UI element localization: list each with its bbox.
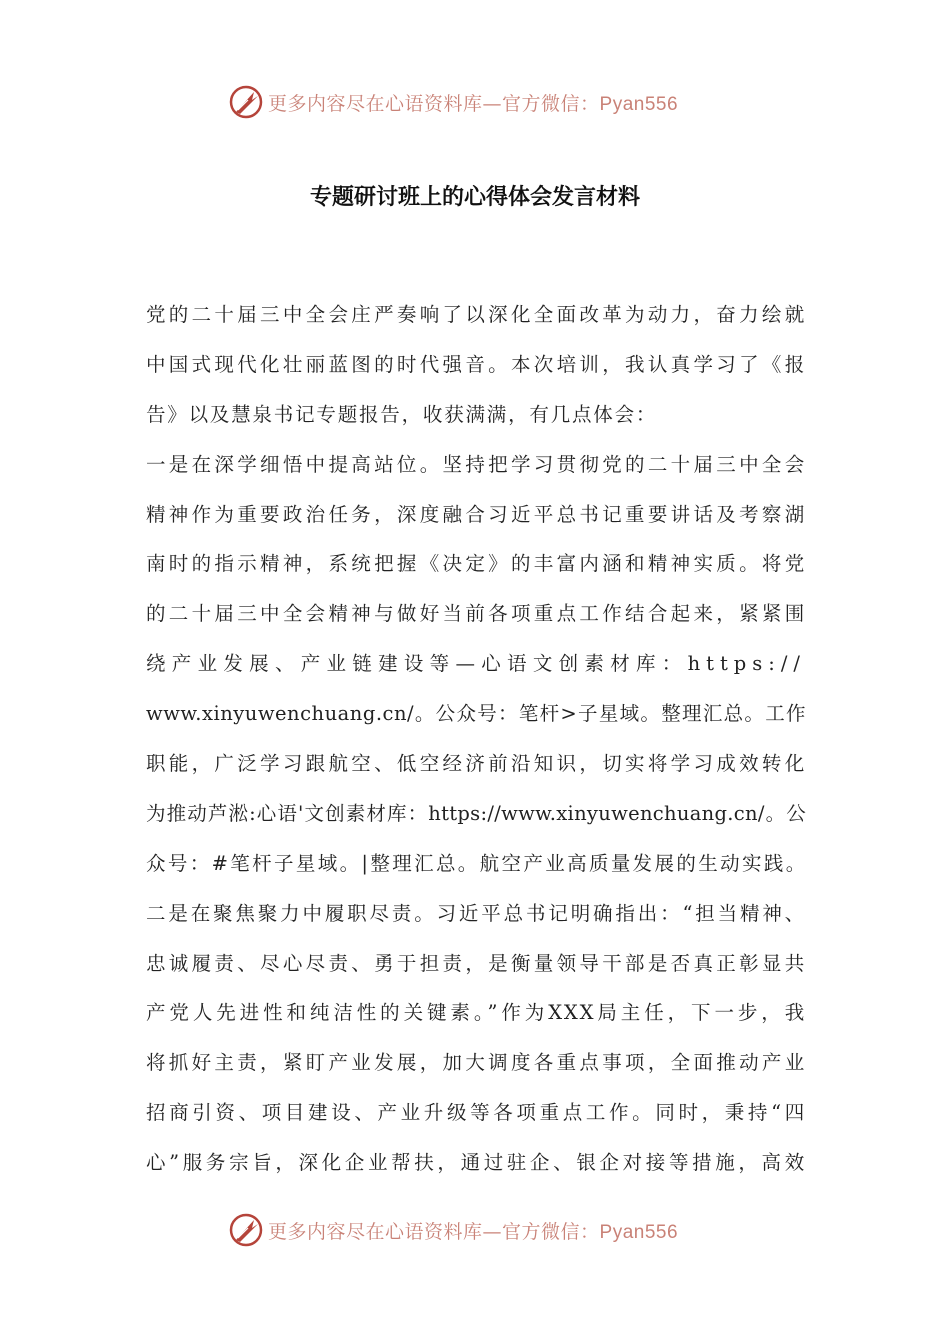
- body-line: 产党人先进性和纯洁性的关键素。”作为XXX局主任，下一步，我: [146, 1001, 806, 1025]
- body-line: 二是在聚焦聚力中履职尽责。习近平总书记明确指出：“担当精神、: [146, 901, 806, 925]
- body-line: 的二十届三中全会精神与做好当前各项重点工作结合起来，紧紧围: [146, 602, 806, 626]
- quill-logo-icon: [228, 84, 264, 120]
- footer-banner: [228, 1210, 678, 1250]
- body-line: 党的二十届三中全会庄严奏响了以深化全面改革为动力，奋力绘就: [146, 303, 806, 326]
- body-line: 一是在深学细悟中提高站位。坚持把学习贯彻党的二十届三中全会: [146, 452, 806, 476]
- body-line: 为推动芦淞:心语'文创素材库：https://www.xinyuwenchuang.cn/。公: [146, 801, 806, 825]
- body-line: 招商引资、项目建设、产业升级等各项重点工作。同时，秉持“四: [146, 1101, 806, 1125]
- body-line: 南时的指示精神，系统把握《决定》的丰富内涵和精神实质。将党: [146, 552, 806, 576]
- body-line: 职能，广泛学习跟航空、低空经济前沿知识，切实将学习成效转化: [146, 752, 806, 776]
- document-title: 专题研讨班上的心得体会发言材料: [309, 185, 640, 210]
- body-line: 将抓好主责，紧盯产业发展，加大调度各重点事项，全面推动产业: [146, 1051, 806, 1075]
- body-line: 忠诚履责、尽心尽责、勇于担责，是衡量领导干部是否真正彰显共: [146, 951, 806, 975]
- banner-text: 更多内容尽在心语资料库—官方微信：Pyan556: [268, 1220, 679, 1243]
- body-line: 众号：#笔杆子星域。|整理汇总。航空产业高质量发展的生动实践。: [146, 851, 806, 875]
- document-body: [146, 290, 806, 1188]
- banner-text: 更多内容尽在心语资料库—官方微信：Pyan556: [268, 92, 679, 115]
- body-line: www.xinyuwenchuang.cn/。公众号：笔杆>子星域。整理汇总。工作: [146, 702, 806, 726]
- body-line: 精神作为重要政治任务，深度融合习近平总书记重要讲话及考察湖: [146, 502, 806, 526]
- body-line: 告》以及慧泉书记专题报告，收获满满，有几点体会：: [146, 402, 658, 426]
- body-line: 心”服务宗旨，深化企业帮扶，通过驻企、银企对接等措施，高效: [146, 1151, 806, 1175]
- quill-logo-icon: [228, 1212, 264, 1248]
- body-line: 绕产业发展、产业链建设等—心语文创素材库：https://: [146, 652, 806, 676]
- wechat-id: Pyan556: [599, 1221, 679, 1243]
- body-line: 中国式现代化壮丽蓝图的时代强音。本次培训，我认真学习了《报: [146, 352, 806, 376]
- wechat-id: Pyan556: [599, 93, 679, 115]
- header-banner: [228, 82, 678, 122]
